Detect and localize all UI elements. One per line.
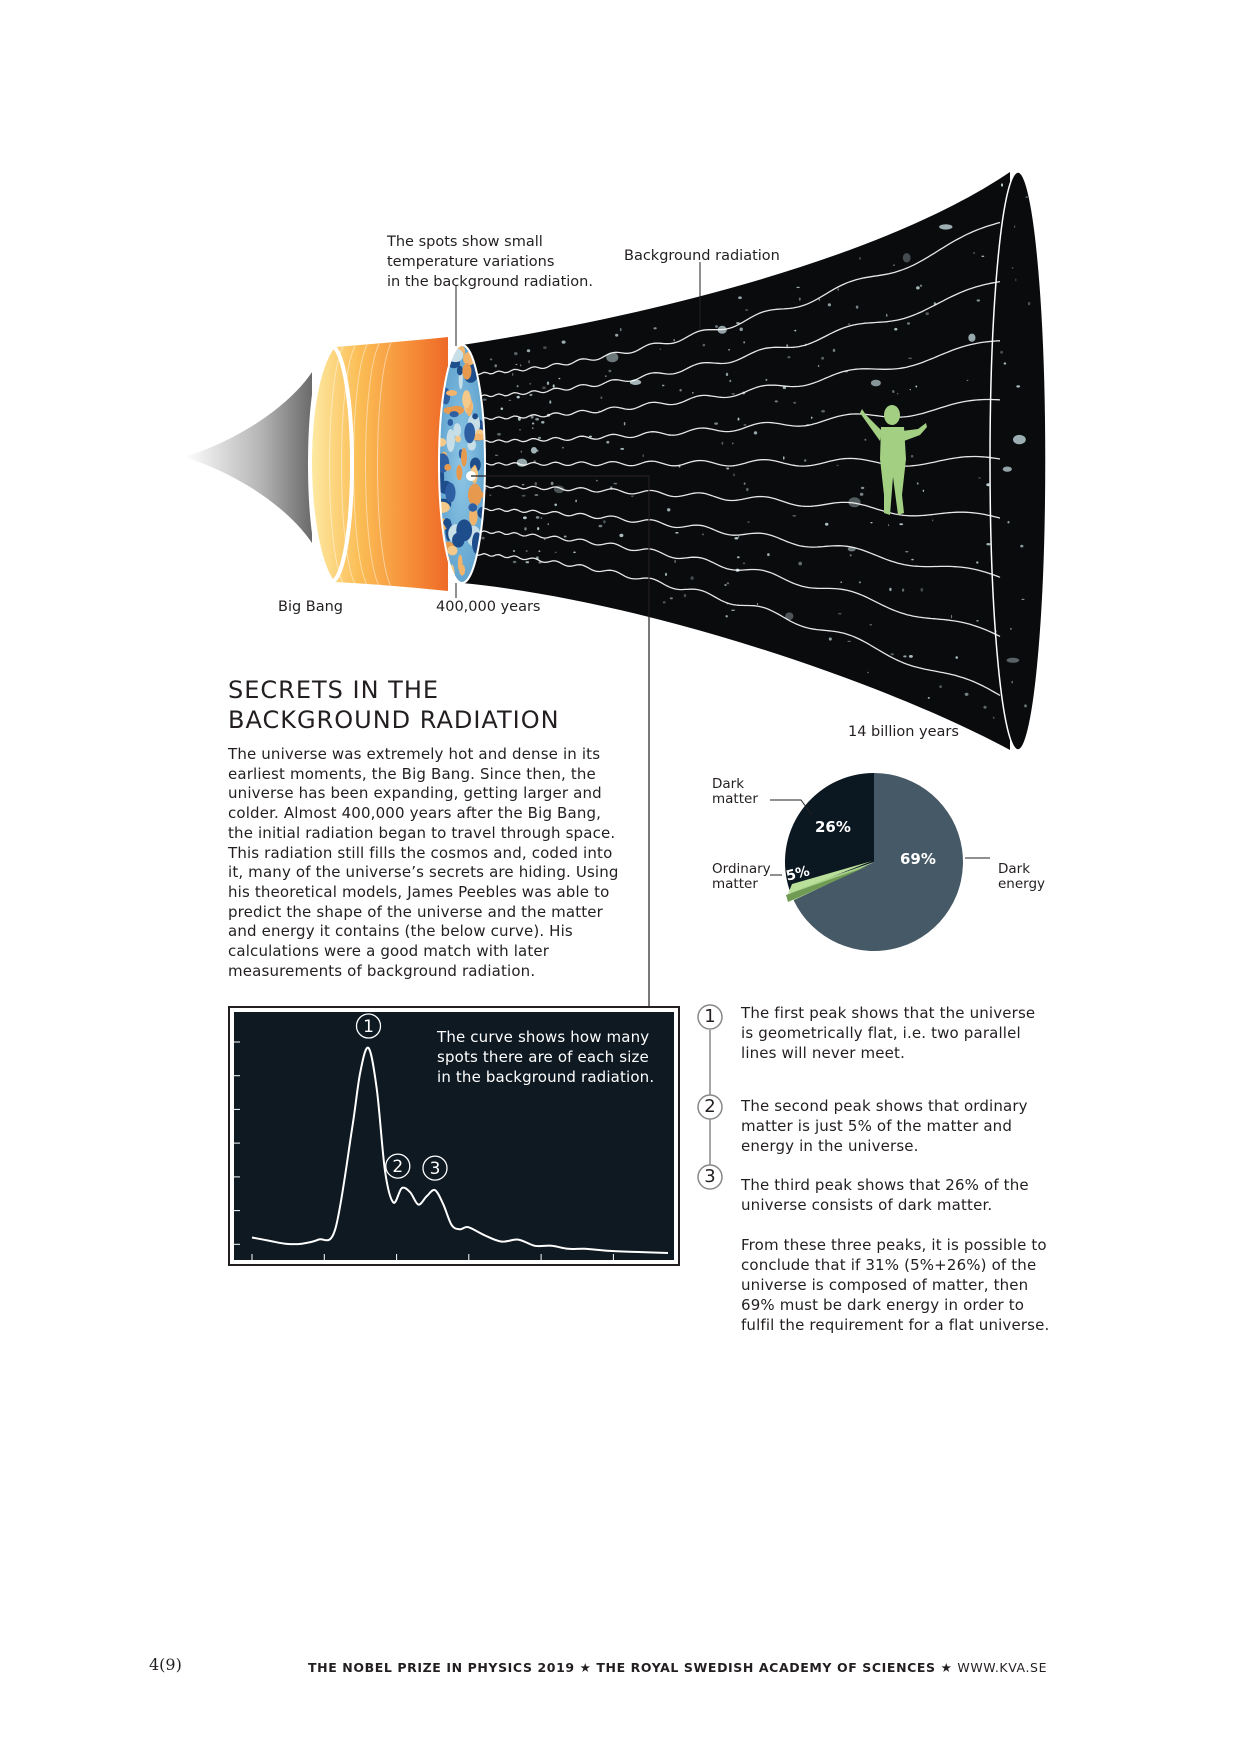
big-bang-cone xyxy=(184,372,312,543)
present-universe-edge xyxy=(990,172,1046,750)
galaxy xyxy=(886,314,887,317)
early-universe-band xyxy=(312,337,448,591)
dark-energy-label: Dark energy xyxy=(998,861,1046,892)
galaxy xyxy=(734,537,738,539)
galaxy xyxy=(722,442,724,445)
galaxy xyxy=(733,473,734,476)
temperature-spot xyxy=(446,390,457,396)
galaxy xyxy=(911,559,914,561)
galaxy xyxy=(743,424,746,425)
galaxy xyxy=(517,385,519,387)
galaxy xyxy=(606,441,609,444)
galaxy xyxy=(663,601,666,603)
galaxy xyxy=(910,389,911,390)
galaxy xyxy=(526,550,528,552)
temperature-spot xyxy=(469,503,478,511)
galaxy xyxy=(921,588,924,592)
galaxy xyxy=(837,288,839,291)
galaxy xyxy=(903,253,911,262)
galaxy xyxy=(483,399,487,401)
galaxy xyxy=(981,256,984,257)
galaxy xyxy=(1016,385,1020,387)
galaxy xyxy=(564,536,567,538)
dark-matter-label: Dark matter xyxy=(712,776,758,807)
galaxy xyxy=(674,560,676,563)
galaxy xyxy=(544,539,545,541)
temperature-spot xyxy=(472,413,478,419)
galaxy xyxy=(562,341,566,344)
galaxy xyxy=(926,312,929,315)
galaxy xyxy=(714,422,718,424)
galaxy xyxy=(726,615,728,617)
galaxy xyxy=(620,328,622,331)
galaxy xyxy=(517,396,520,399)
temperature-spot xyxy=(453,423,461,437)
footer-academy: THE ROYAL SWEDISH ACADEMY OF SCIENCES xyxy=(596,1660,936,1675)
galaxy xyxy=(731,610,735,611)
galaxy xyxy=(513,550,515,552)
galaxy xyxy=(524,527,526,530)
peak-3-text: The third peak shows that 26% of the universe consists of dark matter. xyxy=(741,1176,1029,1214)
galaxy xyxy=(692,392,693,394)
galaxy xyxy=(939,224,952,229)
temperature-spot xyxy=(459,565,465,576)
temperature-spot xyxy=(461,448,467,467)
galaxy xyxy=(662,385,665,387)
galaxy xyxy=(973,252,975,254)
galaxy xyxy=(798,562,802,566)
galaxy xyxy=(1004,362,1007,364)
galaxy xyxy=(792,515,796,517)
galaxy xyxy=(899,523,903,525)
peak-timeline xyxy=(694,1000,728,1190)
galaxy xyxy=(986,543,990,545)
14-billion-years-label: 14 billion years xyxy=(848,724,959,740)
galaxy xyxy=(838,613,842,615)
galaxy xyxy=(993,717,995,719)
galaxy xyxy=(521,451,522,453)
galaxy xyxy=(870,522,872,523)
title-line-1: SECRETS IN THE xyxy=(228,676,440,704)
temperature-spot xyxy=(464,423,475,444)
galaxy xyxy=(497,433,501,436)
galaxy xyxy=(1011,681,1013,684)
galaxy xyxy=(528,360,530,363)
galaxy xyxy=(549,400,551,403)
galaxy xyxy=(1000,351,1003,354)
galaxy xyxy=(864,439,866,441)
galaxy xyxy=(541,421,544,424)
galaxy xyxy=(1025,196,1028,198)
galaxy xyxy=(589,436,592,438)
temperature-spot xyxy=(445,483,455,503)
galaxy xyxy=(894,328,897,331)
galaxy xyxy=(889,588,891,591)
galaxy xyxy=(818,365,820,367)
galaxy xyxy=(740,328,743,332)
galaxy xyxy=(481,537,484,540)
galaxy xyxy=(559,378,561,379)
galaxy xyxy=(917,482,919,484)
galaxy xyxy=(523,516,527,519)
galaxy xyxy=(911,455,914,458)
article-title xyxy=(228,675,560,735)
galaxy xyxy=(615,334,618,337)
galaxy xyxy=(867,672,868,674)
galaxy xyxy=(537,527,539,530)
galaxy xyxy=(976,620,979,622)
galaxy xyxy=(825,523,828,526)
peak-marker-label: 3 xyxy=(429,1159,441,1180)
galaxy xyxy=(871,380,881,387)
galaxy xyxy=(859,581,861,583)
galaxy xyxy=(986,483,990,486)
galaxy xyxy=(548,523,549,525)
galaxy xyxy=(905,551,908,552)
galaxy xyxy=(1001,183,1003,186)
temperature-spot xyxy=(447,429,455,452)
galaxy xyxy=(547,382,549,385)
galaxy xyxy=(977,299,980,301)
footer-star: ★ xyxy=(579,1660,592,1675)
galaxy xyxy=(983,706,986,709)
galaxy xyxy=(670,597,673,599)
galaxy xyxy=(535,494,539,496)
pie-pct-dark-energy: 69% xyxy=(900,850,936,868)
galaxy xyxy=(684,594,687,597)
galaxy xyxy=(804,459,806,461)
spectrum-note: The curve shows how many spots there are of each size in the background radiation. xyxy=(437,1028,655,1086)
title-line-2: BACKGROUND RADIATION xyxy=(228,706,560,734)
galaxy xyxy=(932,519,933,521)
ordinary-matter-label: Ordinary matter xyxy=(712,861,771,892)
galaxy xyxy=(732,393,735,394)
galaxy xyxy=(724,584,727,586)
page-number: 4(9) xyxy=(149,1655,182,1674)
galaxy xyxy=(543,346,547,349)
footer-prize: THE NOBEL PRIZE IN PHYSICS 2019 xyxy=(308,1660,575,1675)
galaxy xyxy=(542,386,546,389)
temperature-spot xyxy=(462,363,471,379)
galaxy xyxy=(1007,521,1009,524)
galaxy xyxy=(532,423,534,425)
galaxy xyxy=(968,334,975,342)
galaxy xyxy=(907,322,910,324)
galaxy xyxy=(495,455,498,456)
galaxy xyxy=(726,468,729,470)
galaxy xyxy=(631,495,634,497)
galaxy xyxy=(600,396,602,399)
galaxy xyxy=(859,257,860,260)
galaxy xyxy=(726,373,728,376)
pie-pct-ordinary-matter: 5% xyxy=(784,863,812,885)
galaxy xyxy=(513,561,517,563)
spots-label: The spots show small temperature variations in the background radiation. xyxy=(387,234,593,290)
galaxy xyxy=(654,327,657,329)
galaxy xyxy=(605,375,607,377)
galaxy xyxy=(531,447,537,454)
galaxy xyxy=(916,286,920,289)
galaxy xyxy=(828,303,831,306)
galaxy xyxy=(837,465,839,466)
galaxy xyxy=(743,562,745,564)
galaxy xyxy=(522,495,526,497)
galaxy xyxy=(1010,628,1012,630)
peak-marker-label: 2 xyxy=(392,1157,404,1178)
galaxy xyxy=(939,685,942,688)
galaxy xyxy=(1007,658,1020,663)
galaxy xyxy=(892,390,894,393)
galaxy xyxy=(848,323,851,325)
galaxy xyxy=(1013,435,1026,444)
galaxy xyxy=(660,349,662,350)
galaxy xyxy=(754,431,757,434)
galaxy xyxy=(665,573,667,576)
galaxy xyxy=(599,525,603,528)
temperature-spot xyxy=(450,411,459,417)
galaxy xyxy=(923,490,924,492)
galaxy xyxy=(775,400,778,402)
article-body: The universe was extremely hot and dense in its earliest moments, the Big Bang. Since then, the universe has been expanding, getting larger and colder. Almost 400,000 years after the Big Bang, the initial radiation began to travel through space. This radiation still fills the cosmos and, coded into it, many of the universe’s secrets are hiding. Using his theoretical models, James Peebles was able to predict the shape of the universe and the matter and energy it contains (the below curve). His calculations were a good match with later measurements of background radiation. xyxy=(228,745,619,980)
peak-1-text: The first peak shows that the universe is geometrically flat, i.e. two parallel lines will never meet. xyxy=(741,1004,1036,1062)
galaxy xyxy=(509,400,512,401)
galaxy xyxy=(519,429,521,431)
peak-2-text: The second peak shows that ordinary matter is just 5% of the matter and energy in the universe. xyxy=(741,1097,1028,1155)
galaxy xyxy=(613,483,617,485)
galaxy xyxy=(902,589,904,592)
galaxy xyxy=(667,508,670,511)
galaxy xyxy=(745,309,748,310)
galaxy xyxy=(489,495,491,496)
galaxy xyxy=(1028,302,1030,305)
galaxy xyxy=(915,386,917,388)
galaxy xyxy=(976,561,978,563)
galaxy xyxy=(928,697,930,699)
galaxy xyxy=(757,603,758,605)
galaxy xyxy=(1021,599,1024,600)
temperature-spot xyxy=(456,519,472,541)
galaxy xyxy=(787,356,790,358)
galaxy xyxy=(703,344,706,347)
galaxy xyxy=(553,384,555,387)
galaxy xyxy=(737,556,740,558)
temperature-spot xyxy=(448,419,454,426)
galaxy xyxy=(1003,467,1012,472)
galaxy xyxy=(536,516,540,519)
galaxy xyxy=(856,306,859,309)
temperature-spot xyxy=(444,464,451,471)
galaxy xyxy=(515,364,517,365)
galaxy xyxy=(833,349,836,352)
galaxy xyxy=(793,402,796,404)
galaxy xyxy=(538,437,541,439)
galaxy xyxy=(535,418,539,421)
galaxy xyxy=(829,637,832,640)
galaxy xyxy=(573,552,576,554)
galaxy xyxy=(903,655,906,657)
galaxy xyxy=(620,448,624,450)
galaxy xyxy=(541,517,542,519)
galaxy xyxy=(675,532,678,534)
galaxy xyxy=(575,500,577,503)
galaxy xyxy=(951,615,952,619)
temperature-spot xyxy=(457,366,463,376)
galaxy xyxy=(596,480,598,482)
galaxy xyxy=(850,554,852,556)
400000-years-label: 400,000 years xyxy=(436,599,541,615)
galaxy xyxy=(727,582,730,584)
galaxy xyxy=(538,551,540,552)
galaxy xyxy=(738,418,740,421)
galaxy xyxy=(527,349,530,352)
galaxy xyxy=(555,552,557,553)
galaxy xyxy=(1015,278,1016,281)
peak-num-1: 1 xyxy=(704,1006,716,1027)
galaxy xyxy=(732,442,734,444)
galaxy xyxy=(869,624,872,625)
galaxy xyxy=(562,447,563,449)
galaxy xyxy=(728,349,730,351)
galaxy xyxy=(794,330,796,332)
footer-url[interactable]: WWW.KVA.SE xyxy=(957,1660,1048,1675)
galaxy xyxy=(743,341,745,343)
galaxy xyxy=(619,534,623,537)
galaxy xyxy=(799,298,801,301)
galaxy xyxy=(811,417,813,419)
galaxy xyxy=(643,454,644,457)
galaxy xyxy=(554,504,557,507)
galaxy xyxy=(965,693,969,696)
galaxy xyxy=(603,520,605,523)
galaxy xyxy=(909,655,913,658)
conclusion-text: From these three peaks, it is possible to conclude that if 31% (5%+26%) of the universe is composed of matter, then 69% must be dark energy in order to fulfil the requirement for a flat universe. xyxy=(741,1236,1050,1334)
galaxy xyxy=(890,653,894,655)
galaxy xyxy=(840,581,842,583)
galaxy xyxy=(995,631,997,632)
galaxy xyxy=(490,358,493,360)
galaxy xyxy=(529,394,532,396)
galaxy xyxy=(624,422,626,425)
galaxy xyxy=(956,656,958,659)
temperature-spot xyxy=(447,546,457,556)
galaxy xyxy=(674,339,675,342)
peak-num-2: 2 xyxy=(704,1096,716,1117)
peak-num-3: 3 xyxy=(704,1166,716,1187)
temperature-spot xyxy=(462,390,471,408)
galaxy xyxy=(738,296,742,299)
galaxy xyxy=(1012,267,1014,268)
temperature-spot xyxy=(455,436,461,443)
galaxy xyxy=(860,493,864,496)
footer-star: ★ xyxy=(940,1660,953,1675)
temperature-spot xyxy=(456,465,462,480)
temperature-spot xyxy=(443,519,449,526)
galaxy xyxy=(532,427,533,428)
galaxy xyxy=(608,370,611,372)
galaxy xyxy=(796,287,799,288)
galaxy xyxy=(746,488,749,491)
galaxy xyxy=(888,524,889,526)
background-radiation-label: Background radiation xyxy=(624,248,780,264)
galaxy xyxy=(691,576,694,580)
galaxy xyxy=(520,364,521,366)
galaxy xyxy=(526,561,530,563)
galaxy xyxy=(821,410,825,413)
galaxy xyxy=(1024,704,1027,707)
galaxy xyxy=(847,641,850,642)
galaxy xyxy=(535,482,537,486)
galaxy xyxy=(514,352,518,355)
galaxy xyxy=(715,325,718,328)
big-bang-label: Big Bang xyxy=(278,599,344,615)
galaxy xyxy=(967,380,969,381)
galaxy xyxy=(747,521,749,523)
galaxy xyxy=(893,265,895,266)
galaxy xyxy=(494,364,497,367)
galaxy xyxy=(1020,545,1023,548)
galaxy xyxy=(821,357,824,360)
galaxy xyxy=(978,477,981,478)
galaxy xyxy=(702,533,704,535)
pie-pct-dark-matter: 26% xyxy=(815,818,851,836)
galaxy xyxy=(897,393,899,394)
galaxy xyxy=(783,456,784,459)
galaxy xyxy=(920,285,922,287)
galaxy xyxy=(529,383,531,385)
galaxy xyxy=(786,344,788,347)
galaxy xyxy=(522,484,525,485)
peak-marker-label: 1 xyxy=(363,1017,374,1037)
galaxy xyxy=(908,358,912,359)
galaxy xyxy=(512,373,513,376)
galaxy xyxy=(767,553,770,556)
galaxy xyxy=(679,389,681,392)
footer-line xyxy=(308,1660,1047,1675)
galaxy xyxy=(744,483,746,485)
galaxy xyxy=(1014,226,1015,228)
galaxy xyxy=(551,482,554,485)
galaxy xyxy=(501,408,504,410)
galaxy xyxy=(861,487,864,489)
galaxy xyxy=(729,380,731,383)
galaxy xyxy=(765,379,767,381)
